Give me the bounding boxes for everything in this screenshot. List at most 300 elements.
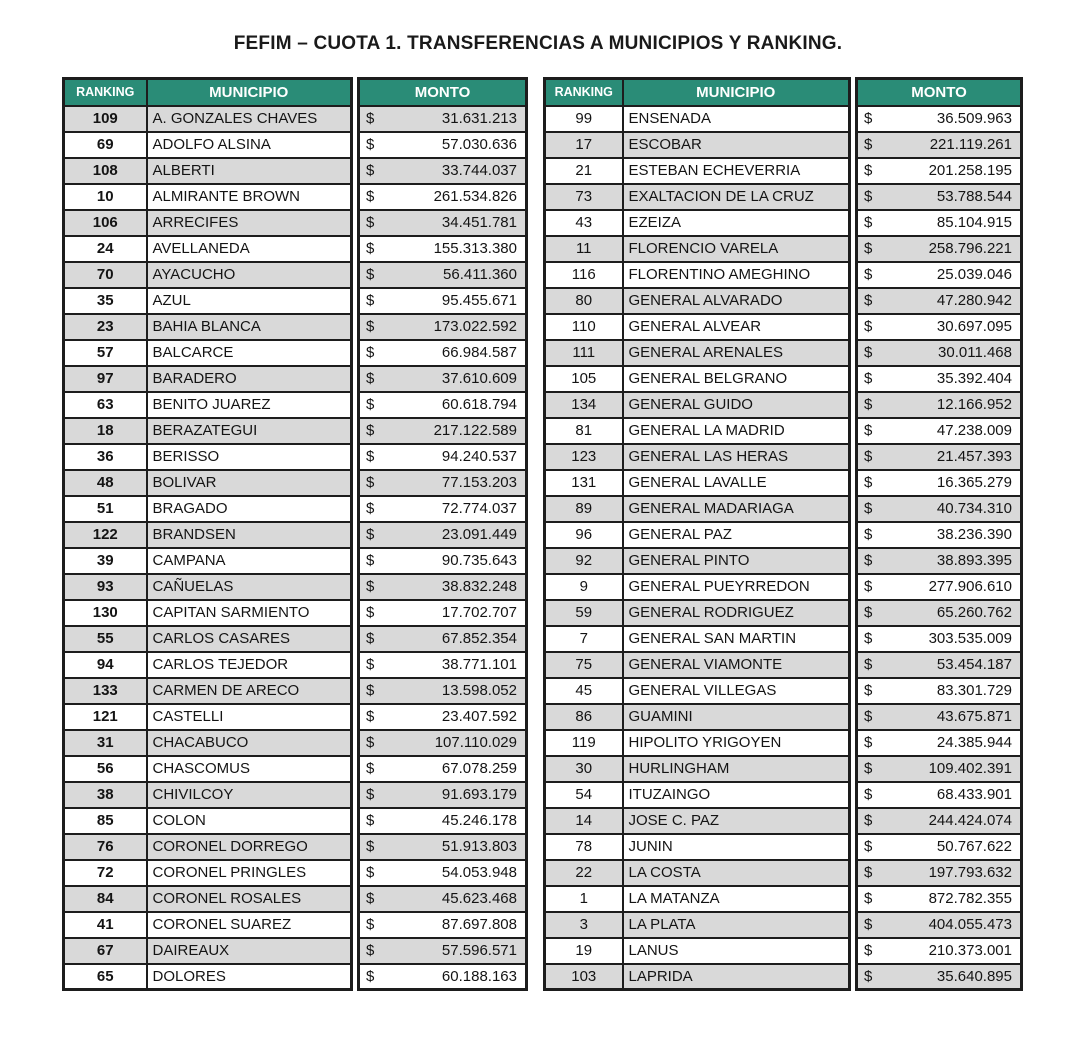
monto-value [360, 861, 525, 885]
table-row [545, 756, 1022, 782]
currency-symbol: $ [864, 136, 873, 153]
monto-cell [857, 470, 1022, 496]
monto-cell [359, 158, 527, 184]
monto-value [360, 601, 525, 625]
monto-value [858, 627, 1020, 651]
currency-symbol: $ [366, 916, 375, 933]
monto-value [360, 627, 525, 651]
monto-value [858, 835, 1020, 859]
column-gap-spacer [850, 834, 857, 860]
monto-cell [359, 366, 527, 392]
ranking-cell: 38 [64, 782, 147, 808]
monto-cell [359, 210, 527, 236]
monto-value [858, 367, 1020, 391]
monto-cell [359, 600, 527, 626]
amount-value: 38.832.248 [441, 578, 517, 595]
table-row [64, 860, 527, 886]
monto-value [360, 263, 525, 287]
municipio-cell: FLORENTINO AMEGHINO [623, 262, 850, 288]
amount-value: 65.260.762 [936, 604, 1012, 621]
monto-value [360, 237, 525, 261]
table-row [545, 886, 1022, 912]
municipio-cell: CAMPANA [147, 548, 352, 574]
currency-symbol: $ [366, 656, 375, 673]
municipio-cell: GENERAL SAN MARTIN [623, 626, 850, 652]
amount-value: 91.693.179 [441, 786, 517, 803]
table-row [64, 808, 527, 834]
monto-cell [359, 444, 527, 470]
currency-symbol: $ [864, 838, 873, 855]
currency-symbol: $ [366, 838, 375, 855]
municipio-cell: CAÑUELAS [147, 574, 352, 600]
currency-symbol: $ [864, 630, 873, 647]
ranking-cell: 116 [545, 262, 623, 288]
table-row [64, 366, 527, 392]
currency-symbol: $ [366, 370, 375, 387]
currency-symbol: $ [366, 708, 375, 725]
column-gap-spacer [850, 808, 857, 834]
amount-value: 77.153.203 [441, 474, 517, 491]
currency-symbol: $ [864, 812, 873, 829]
municipio-cell: ENSENADA [623, 106, 850, 132]
column-gap-spacer [352, 392, 359, 418]
column-gap-spacer [850, 444, 857, 470]
column-gap-spacer [352, 860, 359, 886]
ranking-cell: 51 [64, 496, 147, 522]
column-gap-spacer [850, 652, 857, 678]
column-gap-spacer [352, 366, 359, 392]
currency-symbol: $ [864, 760, 873, 777]
municipio-cell: GENERAL VIAMONTE [623, 652, 850, 678]
ranking-cell: 130 [64, 600, 147, 626]
municipio-cell: ALBERTI [147, 158, 352, 184]
column-gap-spacer [850, 756, 857, 782]
column-gap-spacer [850, 392, 857, 418]
monto-cell [857, 314, 1022, 340]
ranking-cell: 123 [545, 444, 623, 470]
ranking-cell: 99 [545, 106, 623, 132]
currency-symbol: $ [864, 422, 873, 439]
currency-symbol: $ [366, 864, 375, 881]
column-gap-spacer [352, 418, 359, 444]
monto-value [360, 887, 525, 911]
currency-symbol: $ [366, 526, 375, 543]
monto-value [858, 185, 1020, 209]
ranking-cell: 10 [64, 184, 147, 210]
column-gap-spacer [850, 704, 857, 730]
monto-value [360, 575, 525, 599]
ranking-cell: 133 [64, 678, 147, 704]
monto-cell [857, 574, 1022, 600]
monto-value [360, 731, 525, 755]
municipio-cell: BAHIA BLANCA [147, 314, 352, 340]
column-gap-spacer [850, 548, 857, 574]
municipio-cell: BRAGADO [147, 496, 352, 522]
column-gap-spacer [352, 470, 359, 496]
table-row [64, 314, 527, 340]
municipio-cell: LANUS [623, 938, 850, 964]
amount-value: 47.280.942 [936, 292, 1012, 309]
transfers-table-left [62, 77, 528, 991]
column-gap-spacer [850, 210, 857, 236]
municipio-cell: CORONEL ROSALES [147, 886, 352, 912]
column-gap-spacer [850, 600, 857, 626]
amount-value: 60.188.163 [441, 967, 517, 985]
column-gap-spacer [352, 314, 359, 340]
monto-value [858, 419, 1020, 443]
ranking-cell: 45 [545, 678, 623, 704]
municipio-cell: ESTEBAN ECHEVERRIA [623, 158, 850, 184]
column-gap-spacer [850, 782, 857, 808]
table-row [545, 496, 1022, 522]
amount-value: 109.402.391 [928, 760, 1012, 777]
monto-value [858, 965, 1020, 989]
monto-cell [359, 964, 527, 990]
column-gap-spacer [850, 418, 857, 444]
amount-value: 68.433.901 [936, 786, 1012, 803]
monto-value [858, 393, 1020, 417]
column-gap-spacer [850, 366, 857, 392]
amount-value: 23.091.449 [441, 526, 517, 543]
municipio-cell: GENERAL VILLEGAS [623, 678, 850, 704]
monto-value [858, 107, 1020, 131]
table-row [545, 548, 1022, 574]
amount-value: 30.011.468 [938, 344, 1012, 361]
column-header-monto: MONTO [857, 79, 1022, 106]
amount-value: 201.258.195 [928, 162, 1012, 179]
amount-value: 94.240.537 [441, 448, 517, 465]
monto-cell [359, 860, 527, 886]
monto-cell [359, 834, 527, 860]
monto-cell [359, 132, 527, 158]
municipio-cell: LAPRIDA [623, 964, 850, 990]
currency-symbol: $ [864, 292, 873, 309]
monto-cell [359, 262, 527, 288]
table-row [64, 834, 527, 860]
ranking-cell: 19 [545, 938, 623, 964]
municipio-cell: CAPITAN SARMIENTO [147, 600, 352, 626]
municipio-cell: CORONEL SUAREZ [147, 912, 352, 938]
column-gap-spacer [352, 626, 359, 652]
table-row [64, 496, 527, 522]
ranking-cell: 80 [545, 288, 623, 314]
table-row [545, 236, 1022, 262]
monto-value [360, 549, 525, 573]
table-row [545, 132, 1022, 158]
municipio-cell: GENERAL LAVALLE [623, 470, 850, 496]
table-row [64, 444, 527, 470]
column-gap-spacer [352, 106, 359, 132]
ranking-cell: 23 [64, 314, 147, 340]
monto-value [858, 445, 1020, 469]
monto-cell [359, 288, 527, 314]
table-row [545, 912, 1022, 938]
monto-value [858, 549, 1020, 573]
monto-cell [359, 496, 527, 522]
column-gap-spacer [850, 574, 857, 600]
monto-value [858, 809, 1020, 833]
monto-cell [359, 938, 527, 964]
ranking-cell: 89 [545, 496, 623, 522]
table-row [545, 444, 1022, 470]
currency-symbol: $ [864, 890, 873, 907]
table-row [64, 964, 527, 990]
municipio-cell: BARADERO [147, 366, 352, 392]
table-right-body [545, 106, 1022, 990]
currency-symbol: $ [864, 552, 873, 569]
amount-value: 25.039.046 [936, 266, 1012, 283]
amount-value: 107.110.029 [434, 734, 517, 751]
amount-value: 85.104.915 [936, 214, 1012, 231]
table-row [545, 366, 1022, 392]
column-gap-spacer [352, 236, 359, 262]
column-gap-spacer [850, 132, 857, 158]
monto-cell [359, 548, 527, 574]
monto-cell [857, 626, 1022, 652]
municipio-cell: GENERAL MADARIAGA [623, 496, 850, 522]
municipio-cell: ARRECIFES [147, 210, 352, 236]
ranking-cell: 81 [545, 418, 623, 444]
municipio-cell: AYACUCHO [147, 262, 352, 288]
table-row [64, 236, 527, 262]
amount-value: 57.030.636 [441, 136, 517, 153]
monto-cell [857, 938, 1022, 964]
monto-value [360, 497, 525, 521]
ranking-cell: 97 [64, 366, 147, 392]
municipio-cell: BOLIVAR [147, 470, 352, 496]
table-row [64, 158, 527, 184]
municipio-cell: ESCOBAR [623, 132, 850, 158]
amount-value: 21.457.393 [936, 448, 1012, 465]
monto-cell [857, 704, 1022, 730]
table-row [545, 834, 1022, 860]
monto-value [360, 185, 525, 209]
table-row [545, 938, 1022, 964]
municipio-cell: GENERAL ALVEAR [623, 314, 850, 340]
municipio-cell: BRANDSEN [147, 522, 352, 548]
currency-symbol: $ [366, 682, 375, 699]
column-gap-spacer [850, 938, 857, 964]
monto-value [360, 133, 525, 157]
ranking-cell: 17 [545, 132, 623, 158]
column-gap-spacer [352, 678, 359, 704]
table-row [545, 808, 1022, 834]
monto-value [858, 523, 1020, 547]
amount-value: 87.697.808 [441, 916, 517, 933]
column-gap-spacer [850, 912, 857, 938]
monto-value [360, 757, 525, 781]
table-row [64, 652, 527, 678]
monto-cell [857, 210, 1022, 236]
currency-symbol: $ [864, 396, 873, 413]
amount-value: 37.610.609 [441, 370, 517, 387]
ranking-cell: 78 [545, 834, 623, 860]
monto-cell [359, 782, 527, 808]
municipio-cell: ADOLFO ALSINA [147, 132, 352, 158]
amount-value: 30.697.095 [936, 318, 1012, 335]
table-row [64, 392, 527, 418]
column-gap-spacer [850, 730, 857, 756]
ranking-cell: 85 [64, 808, 147, 834]
table-row [64, 574, 527, 600]
currency-symbol: $ [366, 500, 375, 517]
column-gap-spacer [850, 470, 857, 496]
currency-symbol: $ [864, 188, 873, 205]
amount-value: 24.385.944 [936, 734, 1012, 751]
monto-cell [359, 808, 527, 834]
amount-value: 155.313.380 [433, 240, 517, 257]
municipio-cell: GENERAL BELGRANO [623, 366, 850, 392]
column-gap-spacer [850, 522, 857, 548]
ranking-cell: 94 [64, 652, 147, 678]
ranking-cell: 92 [545, 548, 623, 574]
amount-value: 66.984.587 [441, 344, 517, 361]
monto-cell [857, 808, 1022, 834]
monto-cell [857, 392, 1022, 418]
ranking-cell: 36 [64, 444, 147, 470]
monto-value [360, 445, 525, 469]
currency-symbol: $ [366, 552, 375, 569]
ranking-cell: 122 [64, 522, 147, 548]
column-gap-spacer [352, 496, 359, 522]
monto-cell [857, 132, 1022, 158]
table-row [64, 340, 527, 366]
table-row [545, 964, 1022, 990]
monto-value [858, 705, 1020, 729]
monto-value [858, 575, 1020, 599]
monto-value [360, 419, 525, 443]
monto-cell [359, 236, 527, 262]
monto-value [858, 159, 1020, 183]
column-gap-spacer [352, 288, 359, 314]
monto-cell [359, 392, 527, 418]
monto-cell [857, 600, 1022, 626]
monto-value [360, 159, 525, 183]
tables-container [62, 77, 1076, 991]
column-gap-spacer [352, 730, 359, 756]
currency-symbol: $ [864, 240, 873, 257]
amount-value: 95.455.671 [441, 292, 517, 309]
monto-cell [857, 834, 1022, 860]
municipio-cell: CORONEL DORREGO [147, 834, 352, 860]
ranking-cell: 73 [545, 184, 623, 210]
currency-symbol: $ [864, 942, 873, 959]
table-row [545, 626, 1022, 652]
table-row [545, 678, 1022, 704]
ranking-cell: 18 [64, 418, 147, 444]
ranking-cell: 3 [545, 912, 623, 938]
ranking-cell: 103 [545, 964, 623, 990]
currency-symbol: $ [366, 162, 375, 179]
table-row [64, 886, 527, 912]
monto-value [858, 679, 1020, 703]
amount-value: 303.535.009 [928, 630, 1012, 647]
currency-symbol: $ [366, 318, 375, 335]
monto-cell [359, 626, 527, 652]
ranking-cell: 14 [545, 808, 623, 834]
amount-value: 23.407.592 [441, 708, 517, 725]
table-row [545, 860, 1022, 886]
ranking-cell: 7 [545, 626, 623, 652]
monto-value [360, 705, 525, 729]
column-gap-spacer [352, 912, 359, 938]
ranking-cell: 76 [64, 834, 147, 860]
ranking-cell: 86 [545, 704, 623, 730]
ranking-cell: 108 [64, 158, 147, 184]
municipio-cell: A. GONZALES CHAVES [147, 106, 352, 132]
monto-cell [857, 158, 1022, 184]
table-row [545, 184, 1022, 210]
municipio-cell: CHIVILCOY [147, 782, 352, 808]
table-row [64, 600, 527, 626]
monto-cell [359, 912, 527, 938]
monto-value [360, 471, 525, 495]
amount-value: 261.534.826 [433, 188, 517, 205]
currency-symbol: $ [864, 604, 873, 621]
table-row [545, 782, 1022, 808]
table-row [64, 730, 527, 756]
monto-value [360, 965, 525, 989]
column-gap-spacer [352, 210, 359, 236]
table-row [545, 314, 1022, 340]
monto-value [360, 653, 525, 677]
currency-symbol: $ [864, 500, 873, 517]
ranking-cell: 9 [545, 574, 623, 600]
table-row [64, 132, 527, 158]
ranking-cell: 111 [545, 340, 623, 366]
monto-cell [857, 730, 1022, 756]
ranking-cell: 65 [64, 964, 147, 990]
currency-symbol: $ [864, 786, 873, 803]
amount-value: 72.774.037 [441, 500, 517, 517]
ranking-cell: 96 [545, 522, 623, 548]
column-gap-spacer [352, 834, 359, 860]
ranking-cell: 57 [64, 340, 147, 366]
ranking-cell: 131 [545, 470, 623, 496]
ranking-cell: 59 [545, 600, 623, 626]
municipio-cell: LA MATANZA [623, 886, 850, 912]
column-gap-spacer [850, 262, 857, 288]
column-gap-spacer [352, 79, 359, 106]
currency-symbol: $ [366, 422, 375, 439]
table-row [64, 210, 527, 236]
amount-value: 38.236.390 [936, 526, 1012, 543]
ranking-cell: 106 [64, 210, 147, 236]
municipio-cell: JOSE C. PAZ [623, 808, 850, 834]
monto-value [360, 523, 525, 547]
monto-value [360, 939, 525, 963]
municipio-cell: CARLOS CASARES [147, 626, 352, 652]
amount-value: 53.788.544 [936, 188, 1012, 205]
monto-cell [857, 522, 1022, 548]
table-left-body [64, 106, 527, 990]
monto-cell [359, 470, 527, 496]
amount-value: 54.053.948 [441, 864, 517, 881]
ranking-cell: 24 [64, 236, 147, 262]
currency-symbol: $ [366, 786, 375, 803]
monto-value [858, 887, 1020, 911]
ranking-cell: 110 [545, 314, 623, 340]
table-row [64, 912, 527, 938]
ranking-cell: 67 [64, 938, 147, 964]
municipio-cell: GENERAL ARENALES [623, 340, 850, 366]
table-row [64, 938, 527, 964]
monto-value [360, 783, 525, 807]
amount-value: 221.119.261 [929, 136, 1012, 153]
monto-cell [857, 418, 1022, 444]
table-row [545, 522, 1022, 548]
currency-symbol: $ [366, 266, 375, 283]
